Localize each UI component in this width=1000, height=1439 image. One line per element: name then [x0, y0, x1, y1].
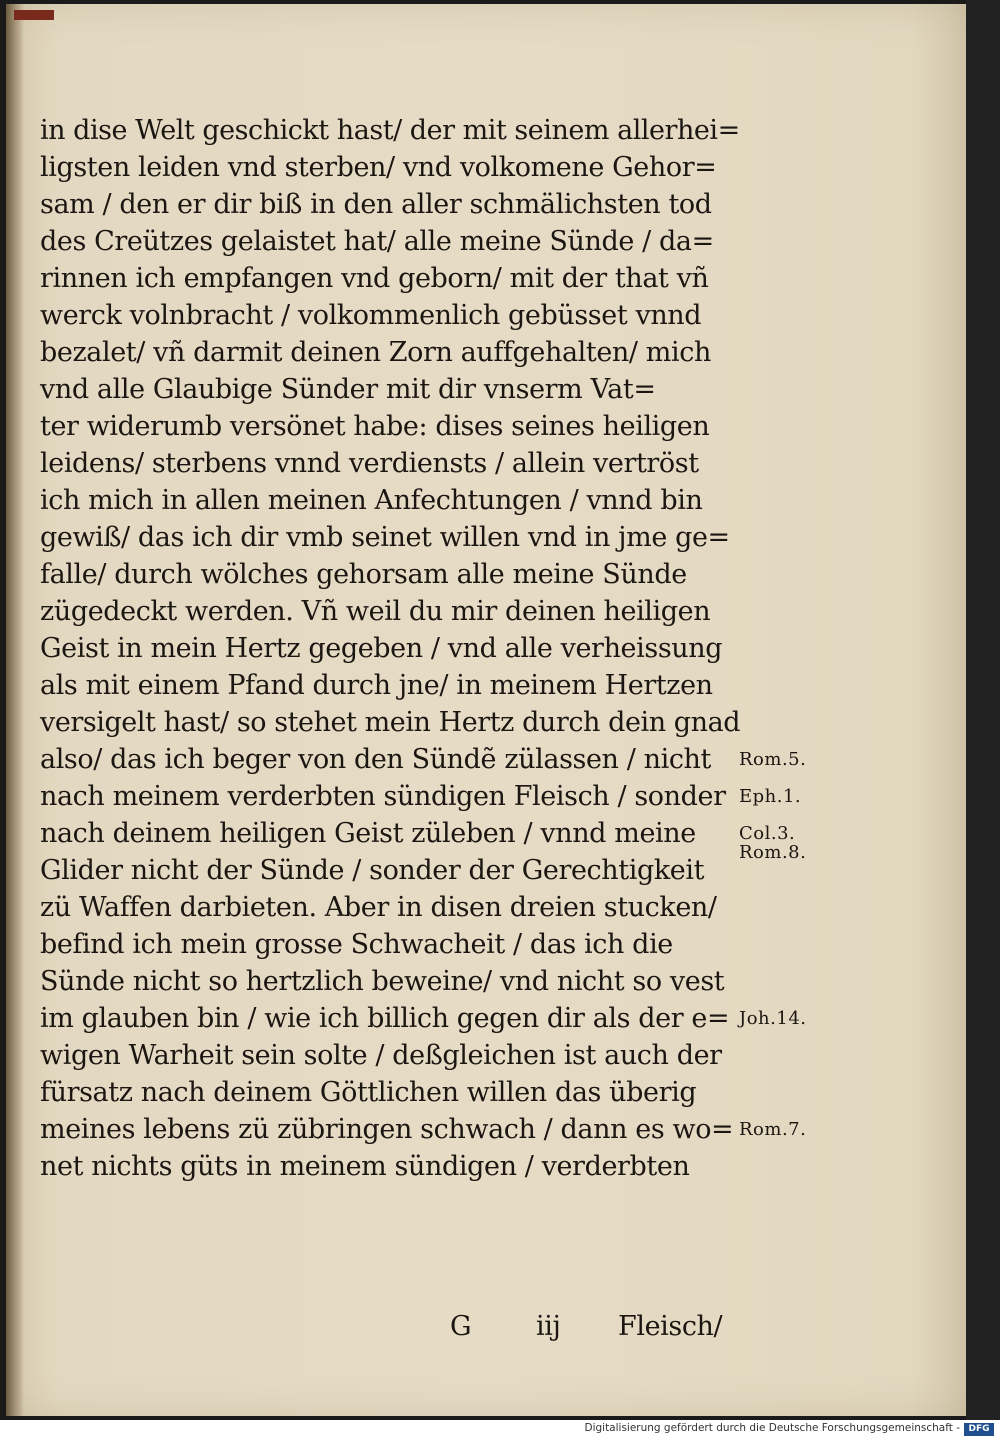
text-line: ter widerumb versönet habe: dises seines heiligen	[40, 411, 710, 442]
text-line: zügedeckt werden. Vñ weil du mir deinen heiligen	[40, 596, 711, 627]
text-line: meines lebens zü zübringen schwach / dann es wo=	[40, 1114, 734, 1145]
dfg-logo: DFG	[964, 1423, 994, 1436]
text-line: werck volnbracht / volkommenlich gebüsset vnnd	[40, 300, 702, 331]
text-line: rinnen ich empfangen vnd geborn/ mit der that vñ	[40, 263, 709, 294]
marginal-note: Joh.14.	[739, 1008, 807, 1029]
marginal-note: Col.3.	[739, 823, 796, 844]
text-line: im glauben bin / wie ich billich gegen dir als der e=	[40, 1003, 730, 1034]
text-line: falle/ durch wölches gehorsam alle meine Sünde	[40, 559, 687, 590]
marginal-note: Rom.7.	[739, 1119, 807, 1140]
footer-bar	[0, 1420, 1000, 1439]
text-line: Sünde nicht so hertzlich beweine/ vnd nicht so vest	[40, 966, 725, 997]
text-line: net nichts güts in meinem sündigen / verderbten	[40, 1151, 690, 1182]
text-line: befind ich mein grosse Schwacheit / das ich die	[40, 929, 673, 960]
text-line: sam / den er dir biß in den aller schmälichsten tod	[40, 189, 712, 220]
text-line: Geist in mein Hertz gegeben / vnd alle verheissung	[40, 633, 723, 664]
book-page	[6, 4, 966, 1416]
text-line: des Creützes gelaistet hat/ alle meine Sünde / da=	[40, 226, 714, 257]
signature-letter: G	[450, 1311, 472, 1342]
marginal-note: Eph.1.	[739, 786, 802, 807]
text-line: Glider nicht der Sünde / sonder der Gerechtigkeit	[40, 855, 705, 886]
footer-credit: Digitalisierung gefördert durch die Deutsche Forschungsgemeinschaft -	[584, 1422, 960, 1434]
signature-number: iij	[536, 1311, 561, 1342]
text-line: ligsten leiden vnd sterben/ vnd volkomene Gehor=	[40, 152, 717, 183]
text-line: als mit einem Pfand durch jne/ in meinem Hertzen	[40, 670, 713, 701]
text-line: nach deinem heiligen Geist züleben / vnnd meine	[40, 818, 696, 849]
catchword: Fleisch/	[618, 1311, 723, 1342]
marginal-note: Rom.8.	[739, 841, 807, 863]
text-line: nach meinem verderbten sündigen Fleisch / sonder	[40, 781, 726, 812]
text-line: in dise Welt geschickt hast/ der mit seinem allerhei=	[40, 115, 740, 146]
marginal-note: Rom.5.	[739, 749, 807, 770]
text-line: zü Waffen darbieten. Aber in disen dreien stucken/	[40, 892, 717, 923]
text-line: vnd alle Glaubige Sünder mit dir vnserm Vat=	[40, 374, 656, 405]
text-line: versigelt hast/ so stehet mein Hertz durch dein gnad	[40, 707, 741, 738]
text-line: also/ das ich beger von den Sündẽ zülassen / nicht	[40, 744, 711, 775]
page-gutter	[6, 4, 24, 1416]
scan-right-border	[966, 0, 1000, 1420]
signature-line	[40, 1308, 740, 1348]
text-line: gewiß/ das ich dir vmb seinet willen vnd in jme ge=	[40, 522, 730, 553]
text-line: ich mich in allen meinen Anfechtungen / vnnd bin	[40, 485, 703, 516]
corner-marker	[14, 10, 54, 20]
text-line: bezalet/ vñ darmit deinen Zorn auffgehalten/ mich	[40, 337, 711, 368]
page-text	[40, 112, 741, 1342]
text-line: fürsatz nach deinem Göttlichen willen das überig	[40, 1077, 697, 1108]
text-line: wigen Warheit sein solte / deßgleichen ist auch der	[40, 1040, 722, 1071]
text-line: leidens/ sterbens vnnd verdiensts / allein vertröst	[40, 448, 699, 479]
